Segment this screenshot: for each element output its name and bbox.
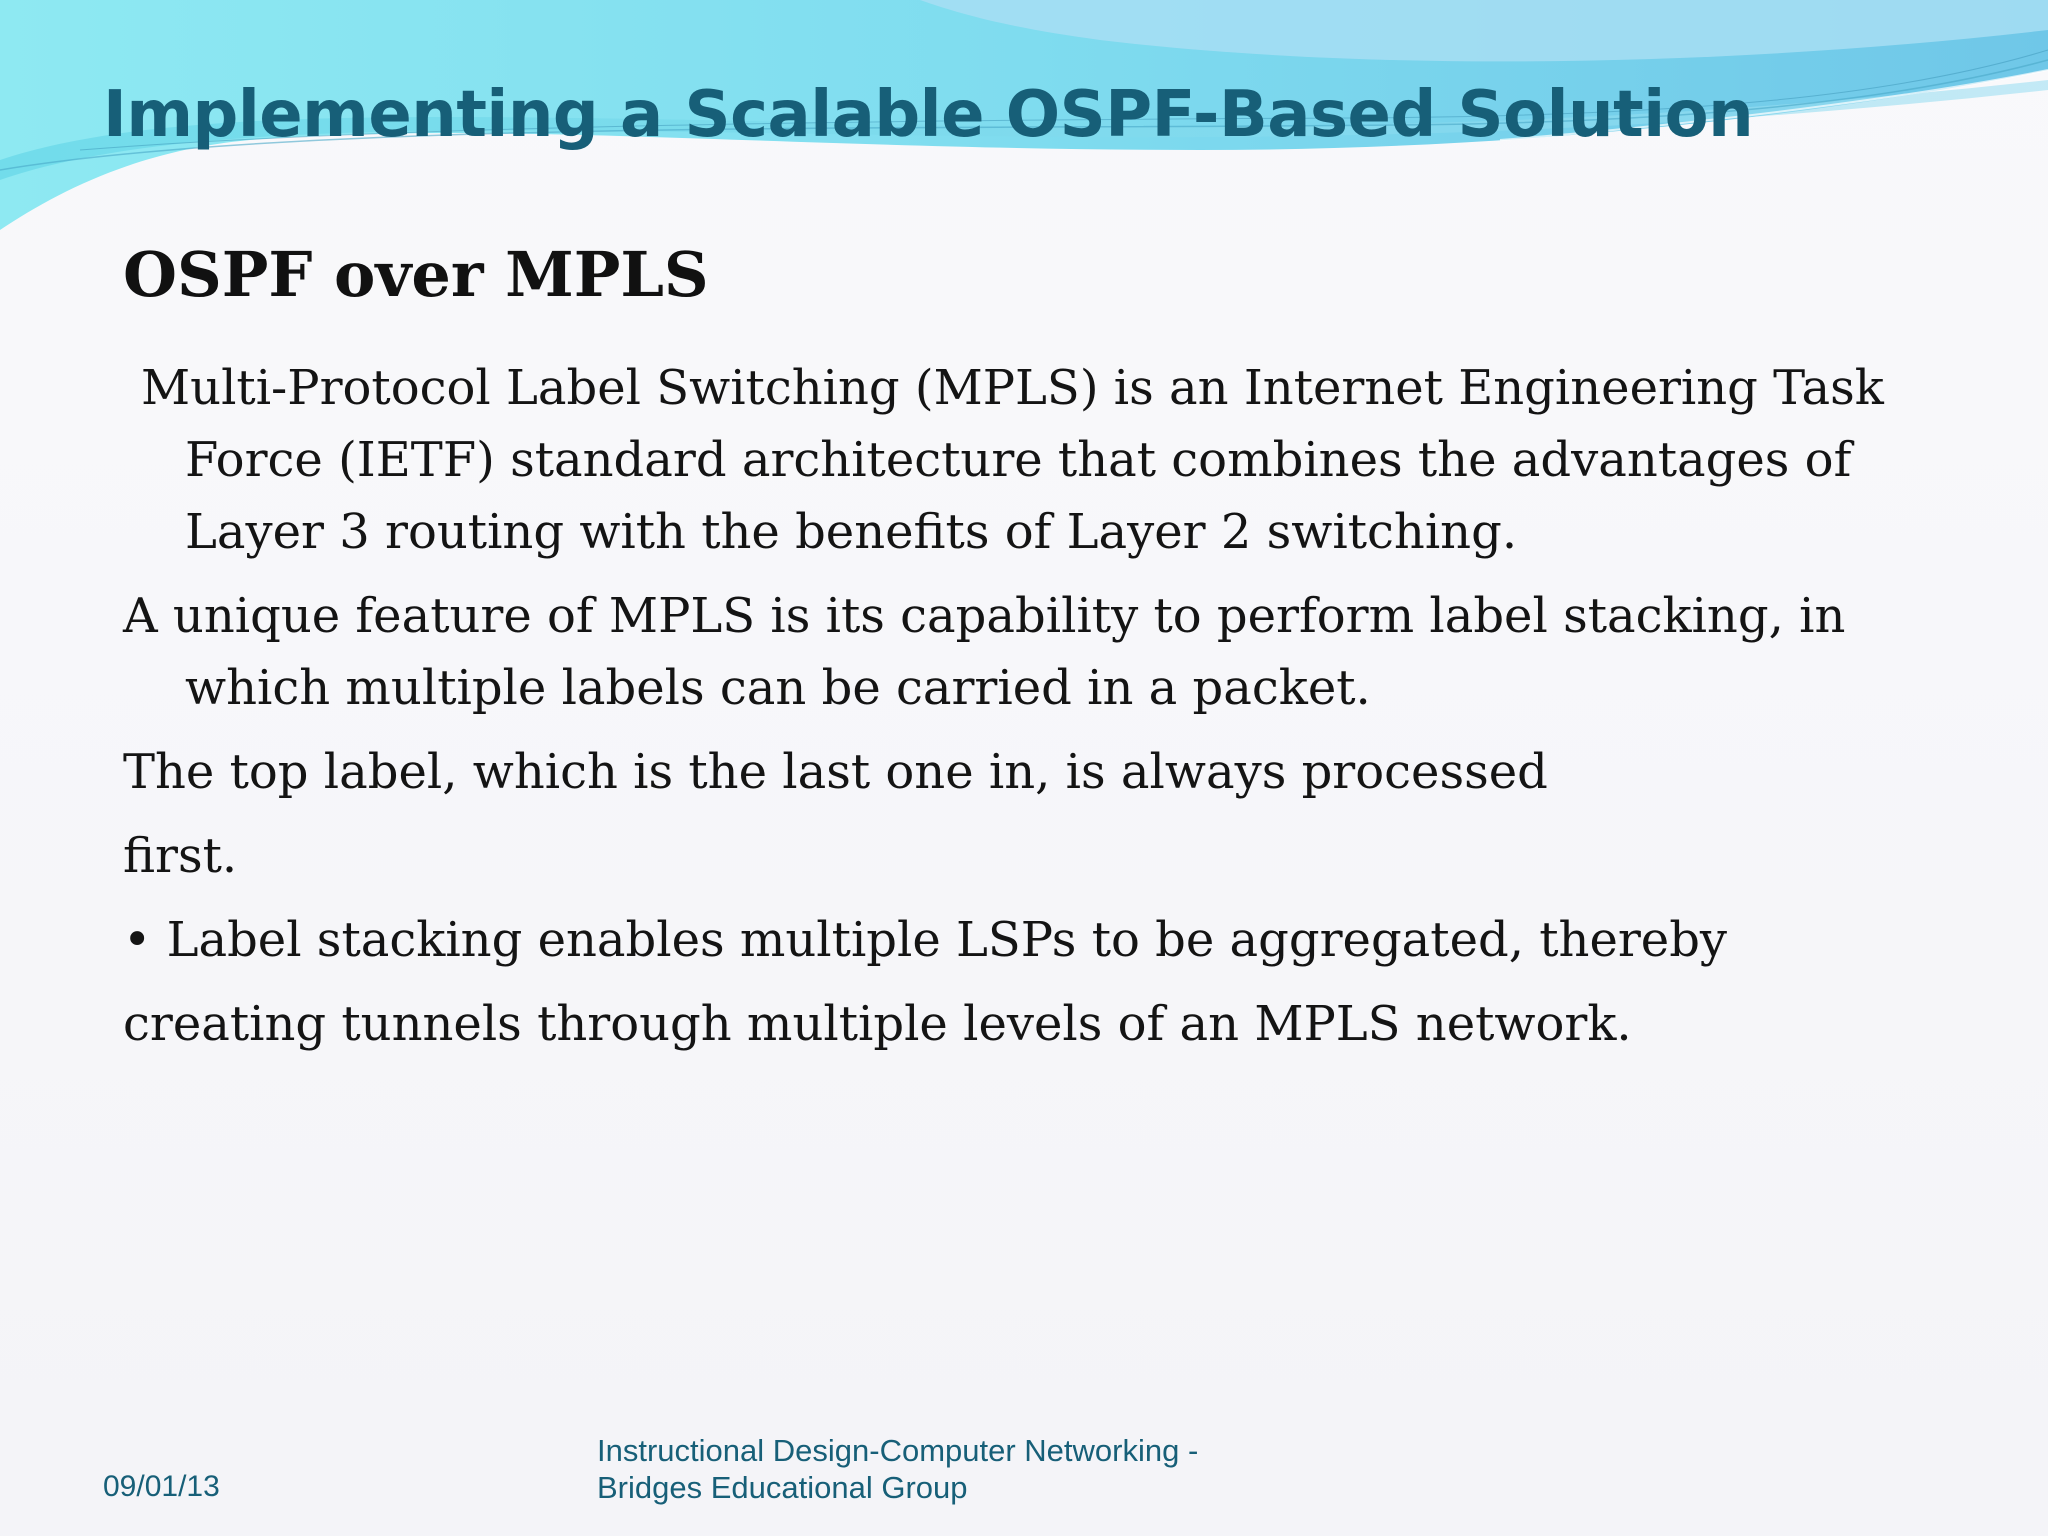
paragraph-tunnels [123, 988, 1953, 1060]
bullet-label-stacking-aggregation [123, 904, 1953, 976]
footer-org-line: Bridges Educational Group [597, 1470, 968, 1505]
paragraph-label-stacking [123, 580, 1953, 724]
text-line: which multiple labels can be carried in a packet. [185, 660, 1371, 716]
paragraph-top-label [123, 736, 1953, 808]
footer-organization [597, 1432, 1198, 1506]
text-line: Multi-Protocol Label Switching (MPLS) is an Internet Engineering Task [141, 360, 1884, 416]
paragraph-first [123, 820, 1953, 892]
text-line: creating tunnels through multiple levels of an MPLS network. [123, 996, 1632, 1052]
paragraph-mpls-definition [123, 352, 1953, 568]
text-line: Force (IETF) standard architecture that combines the advantages of [185, 432, 1852, 488]
footer-date: 09/01/13 [103, 1470, 220, 1503]
slide-body [123, 352, 1953, 1060]
slide-subtitle: OSPF over MPLS [123, 238, 709, 311]
slide-title: Implementing a Scalable OSPF-Based Solution [103, 78, 1754, 152]
text-line: Layer 3 routing with the benefits of Layer 2 switching. [185, 504, 1518, 560]
text-line: • Label stacking enables multiple LSPs to be aggregated, thereby [123, 912, 1728, 968]
text-line: A unique feature of MPLS is its capability to perform label stacking, in [123, 588, 1846, 644]
text-line: The top label, which is the last one in, is always processed [123, 744, 1548, 800]
text-line: first. [123, 828, 238, 884]
footer-org-line: Instructional Design-Computer Networking - [597, 1433, 1199, 1468]
